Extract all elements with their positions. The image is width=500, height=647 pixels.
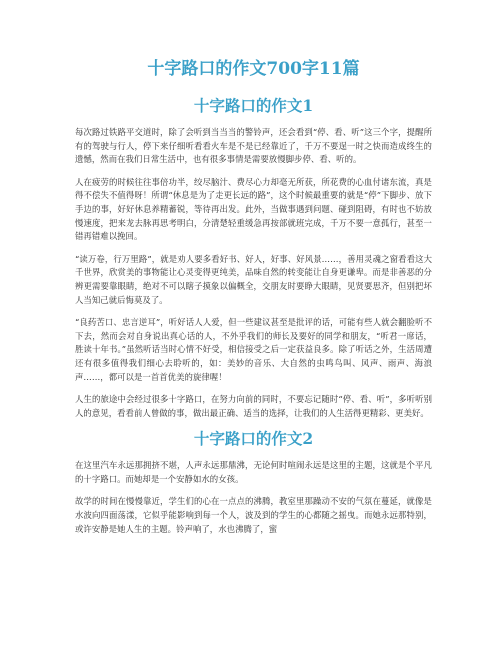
paragraph: 在这里汽车永远那拥挤不堪，人声永远那鼎沸，无论何时喧闹永远是这里的主题，这就是个平凡的十字路口。而她却是一个安静如水的女孩。 (75, 460, 432, 484)
section-heading: 十字路口的作文2 (193, 429, 314, 449)
essay-section-1 (75, 96, 432, 420)
paragraph: 每次路过铁路平交道时，除了会听到当当当的警铃声，还会看到“停、看、听”这三个字，提醒所有的驾驶与行人，停下来仔细听看看火车是不是已经靠近了，千万不要逞一时之快而造成终生的遗憾，然而在我们日常生活中，也有很多事情是需要放慢脚步停、看、听的。 (75, 127, 432, 165)
essay-section-2 (75, 429, 432, 536)
document-title: 十字路口的作文700字11篇 (147, 59, 360, 79)
section-heading: 十字路口的作文1 (193, 96, 314, 115)
paragraph: “良药苦口、忠言逆耳”，听好话人人爱，但一些建议甚至是批评的话，可能有些人就会翻脸听不下去，然而会对自身说出真心话的人，不外乎我们的师长及要好的同学和朋友，“听君一席话，胜读十年书。”虽然听话当时心情不好受，相信接受之后一定获益良多。除了听话之外，生活周遭还有很多值得我们细心去聆听的，如：美妙的音乐、大自然的虫鸣鸟叫、风声、雨声、海浪声……，都可以是一首首优美的旋律喔！ (75, 317, 432, 382)
paragraph: “读万卷，行万里路”，就是劝人要多看好书、好人，好事、好风景……，善用灵魂之窗看看这大千世界，欣赏美的事物能让心灵变得更纯美，品味自然的转变能让自身更谦卑。而是非善恶的分辨更需要靠眼睛，绝对不可以瞎子摸象以偏概全，交朋友时要睁大眼睛，见贤要思齐，但别把坏人当知己就后悔莫及了。 (75, 253, 432, 305)
paragraph: 人在疲劳的时候往往事倍功半，绞尽脑汁、费尽心力却毫无所获，所花费的心血付诸东流，真是得不偿失不值得呀！所谓“休息是为了走更长远的路”，这个时候最重要的就是“停”下脚步、放下手边的事，好好休息养精蓄锐，等待再出发。此外，当做事遇到问题、碰到阻碍，有时也不妨放慢速度，把来龙去脉再思考明白，分清楚轻重缓急再按部就班完成，千万不要一意孤行，甚至一错再错难以挽回。 (75, 176, 432, 242)
paragraph: 人生的旅途中会经过很多十字路口，在努力向前的同时，不要忘记随时“停、看、听”，多听听别人的意见，看看前人曾做的事，做出最正确、适当的选择，让我们的人生活得更精彩、更美好。 (75, 394, 432, 418)
paragraph: 故学的时间在慢慢靠近，学生们的心在一点点的沸腾，教室里那躁动不安的气氛在蔓延，就像是水波向四面荡漾，它似乎能影响到每一个人，波及到的学生的心都随之摇曳。而她永远那特别，或许安静是她人生的主题。铃声响了，水也沸腾了，蜜 (75, 496, 432, 534)
